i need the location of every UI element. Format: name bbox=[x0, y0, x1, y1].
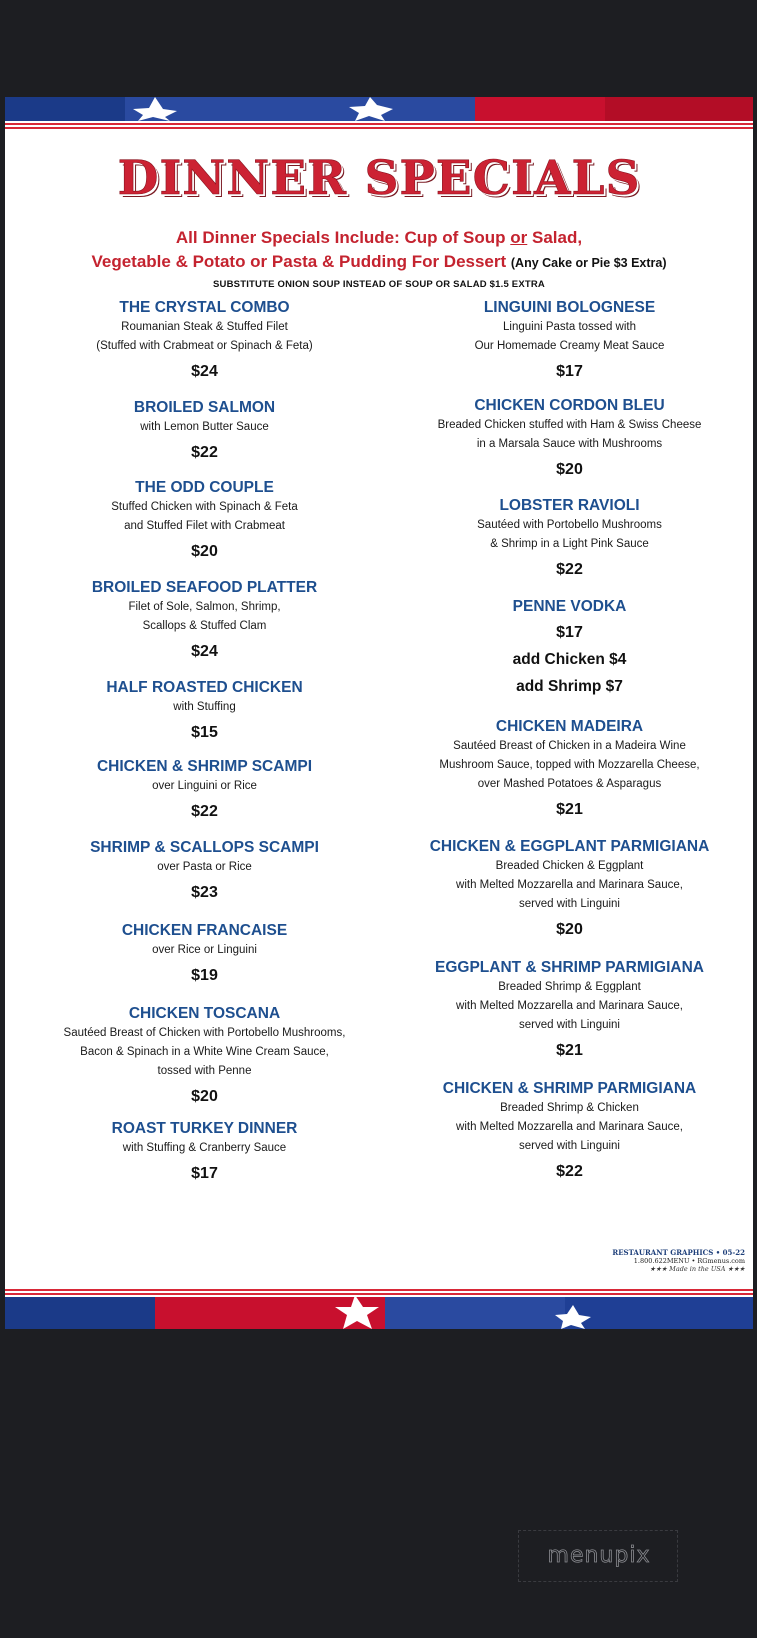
item-name: ROAST TURKEY DINNER bbox=[111, 1120, 298, 1137]
item-name: EGGPLANT & SHRIMP PARMIGIANA bbox=[435, 959, 704, 976]
item-name: CHICKEN & SHRIMP SCAMPI bbox=[96, 758, 312, 775]
includes-or: or bbox=[510, 228, 528, 247]
menu-item-chicken-francaise bbox=[27, 921, 382, 986]
item-description: with Melted Mozzarella and Marinara Sauce, bbox=[456, 1000, 683, 1012]
item-description: with Melted Mozzarella and Marinara Sauce, bbox=[456, 879, 683, 891]
item-price: $21 bbox=[556, 1042, 583, 1059]
item-description: served with Linguini bbox=[518, 1019, 620, 1031]
item-name: THE ODD COUPLE bbox=[135, 479, 274, 496]
menu-item-lobster-ravioli bbox=[392, 496, 747, 580]
item-description: Scallops & Stuffed Clam bbox=[142, 620, 267, 632]
item-price: $22 bbox=[191, 444, 218, 461]
item-name: LOBSTER RAVIOLI bbox=[499, 497, 640, 514]
item-description: & Shrimp in a Light Pink Sauce bbox=[490, 538, 649, 550]
includes-extra-note: (Any Cake or Pie $3 Extra) bbox=[510, 256, 667, 270]
includes-line-1-post: Salad, bbox=[527, 228, 583, 247]
item-price: $20 bbox=[556, 921, 583, 938]
menu-item-broiled-salmon bbox=[27, 398, 382, 463]
menupix-logo: menupix bbox=[547, 1543, 651, 1568]
publisher-phone: 1.800.622MENU • RGmenus.com bbox=[633, 1257, 745, 1265]
item-price: $21 bbox=[556, 801, 583, 818]
item-price: $24 bbox=[191, 643, 218, 660]
item-description: with Stuffing & Cranberry Sauce bbox=[122, 1142, 287, 1154]
item-price: $22 bbox=[556, 561, 583, 578]
menu-item-shrimp-and-scallops-scampi bbox=[27, 838, 382, 903]
includes-line-2 bbox=[5, 252, 753, 272]
item-name: PENNE VODKA bbox=[512, 598, 627, 615]
item-name: CHICKEN TOSCANA bbox=[128, 1005, 281, 1022]
item-price: $20 bbox=[556, 461, 583, 478]
item-price: $22 bbox=[191, 803, 218, 820]
item-description: Breaded Chicken & Eggplant bbox=[495, 860, 644, 872]
item-description: Stuffed Chicken with Spinach & Feta bbox=[111, 501, 298, 513]
menu-item-chicken-cordon-bleu bbox=[392, 396, 747, 480]
item-price: $20 bbox=[191, 543, 218, 560]
menu-item-eggplant-and-shrimp-parmigiana bbox=[392, 958, 747, 1061]
item-description: Roumanian Steak & Stuffed Filet bbox=[121, 321, 288, 333]
item-name: CHICKEN & EGGPLANT PARMIGIANA bbox=[429, 838, 710, 855]
top-flag-banner bbox=[5, 97, 753, 131]
includes-line-1 bbox=[5, 228, 753, 248]
item-description: Breaded Chicken stuffed with Ham & Swiss Cheese bbox=[437, 419, 702, 431]
item-description: over Mashed Potatoes & Asparagus bbox=[477, 778, 662, 790]
item-description: Our Homemade Creamy Meat Sauce bbox=[474, 340, 665, 352]
menu-item-roast-turkey-dinner bbox=[27, 1119, 382, 1184]
page-title: DINNER SPECIALS bbox=[117, 151, 641, 206]
item-description: served with Linguini bbox=[518, 898, 620, 910]
item-description: tossed with Penne bbox=[157, 1065, 252, 1077]
menu-item-the-odd-couple bbox=[27, 478, 382, 562]
item-description: with Stuffing bbox=[173, 701, 236, 713]
publisher-credit bbox=[593, 1249, 745, 1273]
item-description: Sautéed Breast of Chicken with Portobello Mushrooms, bbox=[63, 1027, 346, 1039]
item-name: LINGUINI BOLOGNESE bbox=[483, 299, 656, 316]
item-description: and Stuffed Filet with Crabmeat bbox=[124, 520, 285, 532]
item-price: $17 bbox=[556, 363, 583, 380]
item-price: $17 bbox=[556, 624, 583, 641]
menu-item-half-roasted-chicken bbox=[27, 678, 382, 743]
menu-item-chicken-and-shrimp-parmigiana bbox=[392, 1079, 747, 1182]
item-add-on: add Shrimp $7 bbox=[516, 678, 623, 695]
menu-item-chicken-toscana bbox=[27, 1004, 382, 1107]
item-price: $15 bbox=[191, 724, 218, 741]
menu-item-chicken-madeira bbox=[392, 717, 747, 820]
item-description: over Pasta or Rice bbox=[157, 861, 252, 873]
includes-line-1-pre: All Dinner Specials Include: Cup of Soup bbox=[175, 228, 511, 247]
item-name: CHICKEN MADEIRA bbox=[495, 718, 644, 735]
item-name: HALF ROASTED CHICKEN bbox=[106, 679, 303, 696]
item-description: in a Marsala Sauce with Mushrooms bbox=[476, 438, 663, 450]
menu-item-chicken-and-eggplant-parmigiana bbox=[392, 837, 747, 940]
item-price: $24 bbox=[191, 363, 218, 380]
publisher-name: RESTAURANT GRAPHICS • 05-22 bbox=[612, 1248, 745, 1257]
item-price: $17 bbox=[191, 1165, 218, 1182]
item-description: (Stuffed with Crabmeat or Spinach & Feta) bbox=[96, 340, 313, 352]
item-description: Sautéed with Portobello Mushrooms bbox=[477, 519, 662, 531]
bottom-flag-banner bbox=[5, 1287, 753, 1329]
menu-item-broiled-seafood-platter bbox=[27, 578, 382, 662]
menu-card bbox=[5, 97, 753, 1329]
menupix-watermark bbox=[518, 1530, 678, 1582]
item-description: Breaded Shrimp & Eggplant bbox=[498, 981, 641, 993]
menu-item-linguini-bolognese bbox=[392, 298, 747, 382]
item-description: served with Linguini bbox=[518, 1140, 620, 1152]
item-description: over Rice or Linguini bbox=[152, 944, 257, 956]
item-name: BROILED SALMON bbox=[133, 399, 276, 416]
menu-item-penne-vodka bbox=[392, 597, 747, 697]
item-add-on: add Chicken $4 bbox=[512, 651, 627, 668]
item-price: $23 bbox=[191, 884, 218, 901]
item-description: Mushroom Sauce, topped with Mozzarella Cheese, bbox=[439, 759, 700, 771]
item-name: THE CRYSTAL COMBO bbox=[119, 299, 290, 316]
item-description: Linguini Pasta tossed with bbox=[503, 321, 636, 333]
item-price: $20 bbox=[191, 1088, 218, 1105]
item-description: with Melted Mozzarella and Marinara Sauce, bbox=[456, 1121, 683, 1133]
item-price: $22 bbox=[556, 1163, 583, 1180]
menu-item-chicken-and-shrimp-scampi bbox=[27, 757, 382, 822]
item-description: Filet of Sole, Salmon, Shrimp, bbox=[128, 601, 281, 613]
item-price: $19 bbox=[191, 967, 218, 984]
item-description: over Linguini or Rice bbox=[152, 780, 257, 792]
item-description: with Lemon Butter Sauce bbox=[140, 421, 269, 433]
item-name: CHICKEN FRANCAISE bbox=[121, 922, 288, 939]
item-description: Bacon & Spinach in a White Wine Cream Sauce, bbox=[80, 1046, 329, 1058]
item-name: SHRIMP & SCALLOPS SCAMPI bbox=[90, 839, 319, 856]
includes-line-2-main: Vegetable & Potato or Pasta & Pudding For Dessert bbox=[91, 252, 511, 271]
item-name: CHICKEN & SHRIMP PARMIGIANA bbox=[442, 1080, 697, 1097]
item-description: Sautéed Breast of Chicken in a Madeira Wine bbox=[453, 740, 686, 752]
item-name: BROILED SEAFOOD PLATTER bbox=[91, 579, 318, 596]
item-description: Breaded Shrimp & Chicken bbox=[500, 1102, 639, 1114]
item-name: CHICKEN CORDON BLEU bbox=[474, 397, 665, 414]
publisher-made-in-usa: ★★★ Made in the USA ★★★ bbox=[649, 1265, 745, 1273]
substitute-note: SUBSTITUTE ONION SOUP INSTEAD OF SOUP OR SALAD $1.5 EXTRA bbox=[213, 279, 545, 290]
menu-item-the-crystal-combo bbox=[27, 298, 382, 382]
